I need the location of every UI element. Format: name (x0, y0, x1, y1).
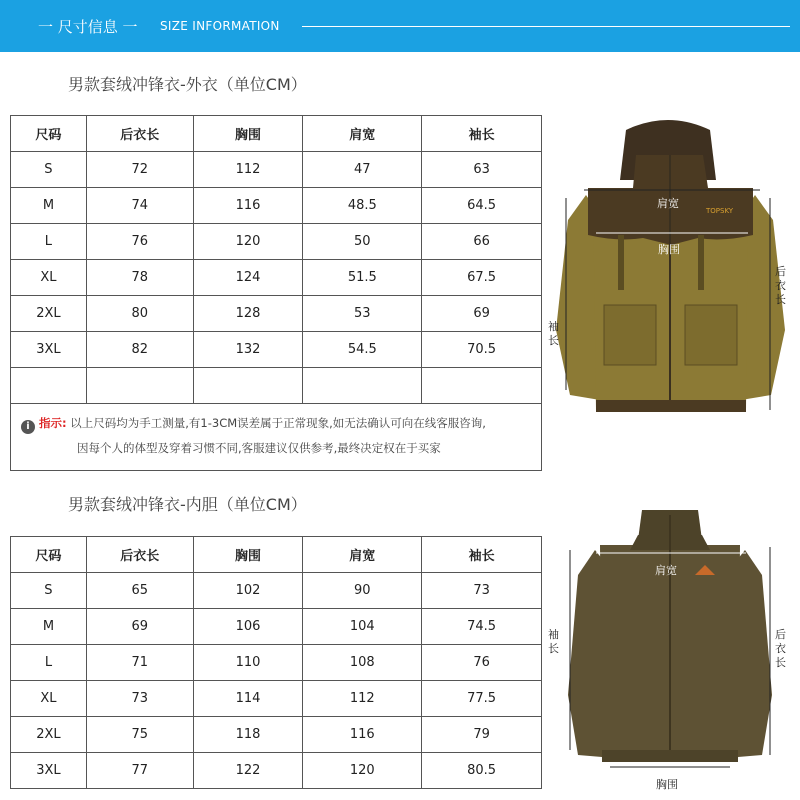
table-cell: 116 (193, 188, 303, 224)
table-cell: 69 (422, 296, 542, 332)
column-header: 尺码 (11, 537, 87, 573)
table-cell (193, 368, 303, 404)
table-cell: 72 (86, 152, 193, 188)
table-cell: 48.5 (303, 188, 422, 224)
table-cell: 69 (86, 609, 193, 645)
banner-title: 一 尺寸信息 一 (38, 18, 138, 36)
table-cell: 112 (303, 681, 422, 717)
table-cell: 75 (86, 717, 193, 753)
column-header: 肩宽 (303, 116, 422, 152)
column-header: 肩宽 (303, 537, 422, 573)
brand-logo: TOPSKY (706, 207, 734, 215)
inner-jacket-image (560, 505, 780, 780)
outer-sleeve-label: 袖长 (548, 320, 559, 347)
table-cell: 3XL (11, 332, 87, 368)
table-cell: 54.5 (303, 332, 422, 368)
table-cell: 77 (86, 753, 193, 789)
table-cell: 78 (86, 260, 193, 296)
table-cell: 112 (193, 152, 303, 188)
table-cell: 90 (303, 573, 422, 609)
table-cell: 132 (193, 332, 303, 368)
table-cell: 73 (86, 681, 193, 717)
table-cell (303, 368, 422, 404)
table-cell: 70.5 (422, 332, 542, 368)
table-cell: 47 (303, 152, 422, 188)
inner-shoulder-label: 肩宽 (655, 564, 677, 577)
table-cell: 128 (193, 296, 303, 332)
table-cell: 110 (193, 645, 303, 681)
inner-back-length-label: 后衣长 (775, 628, 786, 669)
table-cell: 74.5 (422, 609, 542, 645)
inner-sleeve-label: 袖长 (548, 628, 559, 655)
table-cell: 120 (303, 753, 422, 789)
table-cell: 71 (86, 645, 193, 681)
table-cell: 3XL (11, 753, 87, 789)
outer-shoulder-label: 肩宽 (657, 197, 679, 210)
table-cell (422, 368, 542, 404)
empty-row (11, 368, 542, 404)
notice-text-1: 以上尺码均为手工测量,有1-3CM误差属于正常现象,如无法确认可向在线客服咨询, (70, 416, 486, 430)
outer-jacket-image (548, 110, 793, 420)
table-cell: S (11, 152, 87, 188)
table-row (11, 152, 542, 188)
table-cell: 2XL (11, 296, 87, 332)
table-cell: 76 (86, 224, 193, 260)
column-header: 胸围 (193, 116, 303, 152)
inner-chest-label: 胸围 (656, 778, 678, 791)
table-cell: 51.5 (303, 260, 422, 296)
column-header: 胸围 (193, 537, 303, 573)
table-cell: 74 (86, 188, 193, 224)
table-cell: 82 (86, 332, 193, 368)
table-row (11, 573, 542, 609)
inner-section-title: 男款套绒冲锋衣-内胆（单位CM） (68, 495, 307, 514)
table-row (11, 224, 542, 260)
column-header: 袖长 (422, 116, 542, 152)
table-cell: L (11, 645, 87, 681)
table-cell: 64.5 (422, 188, 542, 224)
table-cell: 50 (303, 224, 422, 260)
outer-size-table (10, 115, 542, 404)
table-row (11, 296, 542, 332)
table-cell: 118 (193, 717, 303, 753)
column-header: 尺码 (11, 116, 87, 152)
notice-line-1 (21, 415, 486, 434)
inner-size-table (10, 536, 542, 789)
table-cell: S (11, 573, 87, 609)
table-cell: 120 (193, 224, 303, 260)
table-cell: 76 (422, 645, 542, 681)
table-cell: XL (11, 681, 87, 717)
column-header: 后衣长 (86, 537, 193, 573)
table-cell: 67.5 (422, 260, 542, 296)
table-cell: 80.5 (422, 753, 542, 789)
outer-back-length-label: 后衣长 (775, 265, 786, 306)
banner-divider (302, 26, 790, 27)
table-cell: 80 (86, 296, 193, 332)
table-cell: 65 (86, 573, 193, 609)
table-cell: M (11, 609, 87, 645)
table-header-row (11, 116, 542, 152)
table-cell: 122 (193, 753, 303, 789)
table-cell: 104 (303, 609, 422, 645)
banner-subtitle: SIZE INFORMATION (160, 19, 280, 33)
table-row (11, 645, 542, 681)
table-header-row (11, 537, 542, 573)
notice-text-2: 因每个人的体型及穿着习惯不同,客服建议仅供参考,最终决定权在于买家 (77, 441, 441, 455)
table-cell: 66 (422, 224, 542, 260)
info-icon: i (21, 420, 35, 434)
table-cell: 106 (193, 609, 303, 645)
table-row (11, 188, 542, 224)
size-notice (10, 403, 542, 471)
table-cell (86, 368, 193, 404)
column-header: 袖长 (422, 537, 542, 573)
table-cell: 114 (193, 681, 303, 717)
table-cell (11, 368, 87, 404)
table-cell: 108 (303, 645, 422, 681)
table-cell: 53 (303, 296, 422, 332)
table-cell: 79 (422, 717, 542, 753)
table-cell: 124 (193, 260, 303, 296)
table-cell: 77.5 (422, 681, 542, 717)
table-row (11, 260, 542, 296)
outer-chest-label: 胸围 (658, 243, 680, 256)
outer-section-title: 男款套绒冲锋衣-外衣（单位CM） (68, 75, 307, 94)
table-row (11, 681, 542, 717)
table-cell: 102 (193, 573, 303, 609)
header-banner (0, 0, 800, 52)
table-row (11, 717, 542, 753)
table-cell: L (11, 224, 87, 260)
table-cell: 73 (422, 573, 542, 609)
table-row (11, 753, 542, 789)
table-row (11, 332, 542, 368)
column-header: 后衣长 (86, 116, 193, 152)
notice-label: 指示: (39, 416, 67, 430)
table-row (11, 609, 542, 645)
table-cell: 2XL (11, 717, 87, 753)
table-cell: M (11, 188, 87, 224)
table-cell: 116 (303, 717, 422, 753)
table-cell: XL (11, 260, 87, 296)
table-cell: 63 (422, 152, 542, 188)
